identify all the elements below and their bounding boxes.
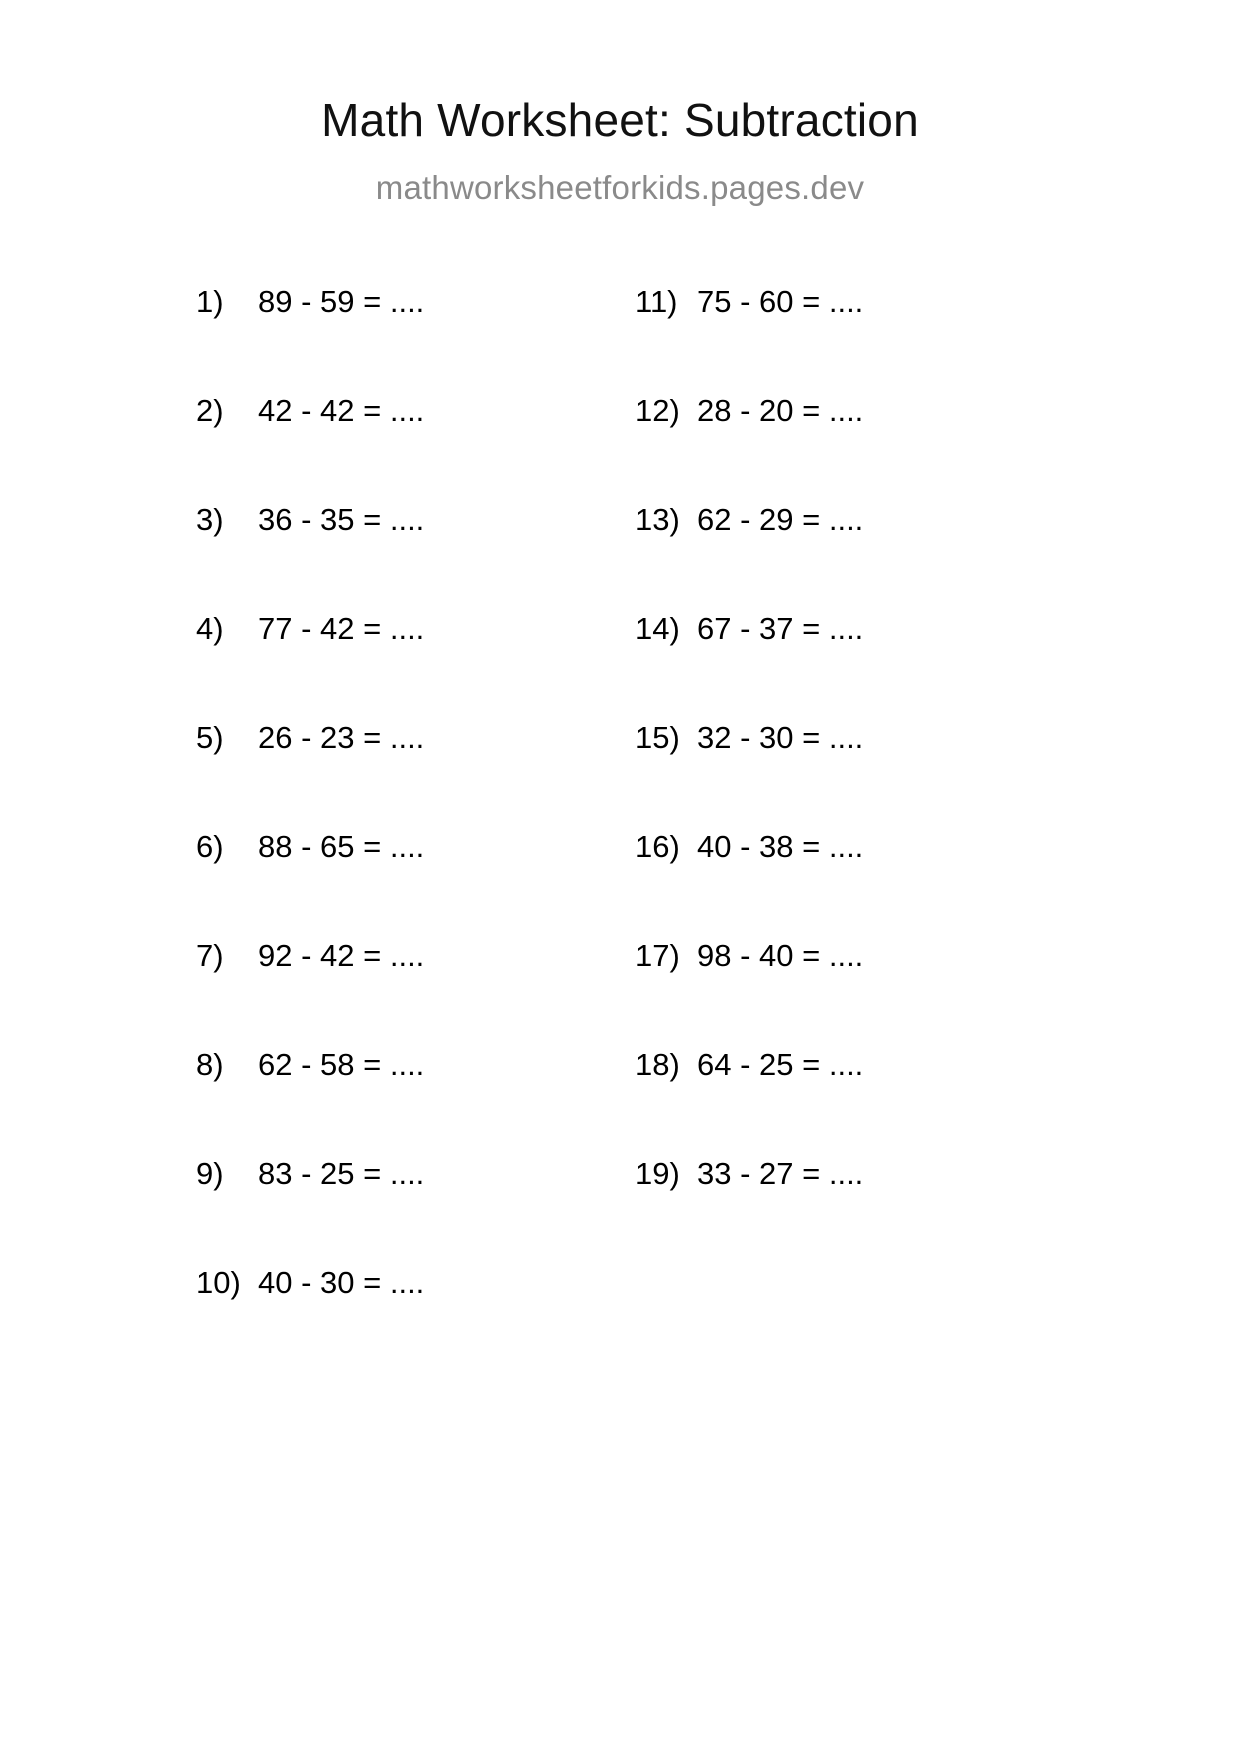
problem-item [635, 831, 1000, 940]
problem-expression: 36 - 35 = .... [258, 502, 425, 537]
problem-number: 4) [196, 611, 224, 646]
problem-item [196, 1049, 500, 1158]
problem-item [196, 940, 500, 1049]
problem-item [196, 1267, 500, 1376]
problem-number: 10) [196, 1265, 241, 1300]
problem-number: 11) [635, 284, 678, 319]
problem-item [635, 613, 1000, 722]
problem-item [635, 722, 1000, 831]
problem-expression: 98 - 40 = .... [697, 938, 864, 973]
problem-expression: 26 - 23 = .... [258, 720, 425, 755]
problem-expression: 75 - 60 = .... [697, 284, 864, 319]
problem-item [196, 1158, 500, 1267]
problem-number: 13) [635, 502, 680, 537]
problem-expression: 40 - 30 = .... [258, 1265, 425, 1300]
problem-item [635, 504, 1000, 613]
problem-expression: 42 - 42 = .... [258, 393, 425, 428]
problem-item [196, 722, 500, 831]
problem-column-right [500, 286, 1000, 1376]
problem-number: 1) [196, 284, 224, 319]
problem-number: 12) [635, 393, 680, 428]
problem-number: 7) [196, 938, 224, 973]
site-url-subtitle: mathworksheetforkids.pages.dev [375, 169, 865, 206]
problem-expression: 89 - 59 = .... [258, 284, 425, 319]
problem-item [196, 286, 500, 395]
problem-item [635, 940, 1000, 1049]
problem-item [196, 504, 500, 613]
problem-number: 5) [196, 720, 224, 755]
problem-number: 14) [635, 611, 680, 646]
problem-item [635, 1158, 1000, 1267]
page-title: Math Worksheet: Subtraction [321, 94, 919, 146]
problem-expression: 92 - 42 = .... [258, 938, 425, 973]
problem-expression: 77 - 42 = .... [258, 611, 425, 646]
problem-expression: 33 - 27 = .... [697, 1156, 864, 1191]
problem-number: 2) [196, 393, 224, 428]
problem-expression: 67 - 37 = .... [697, 611, 864, 646]
problem-number: 3) [196, 502, 224, 537]
problem-expression: 40 - 38 = .... [697, 829, 864, 864]
problem-item [196, 613, 500, 722]
problem-expression: 64 - 25 = .... [697, 1047, 864, 1082]
problem-item [635, 286, 1000, 395]
problem-item [196, 831, 500, 940]
problem-number: 19) [635, 1156, 680, 1191]
problem-number: 15) [635, 720, 680, 755]
problem-item [635, 1049, 1000, 1158]
problem-item [196, 395, 500, 504]
problem-item [635, 395, 1000, 504]
problem-expression: 28 - 20 = .... [697, 393, 864, 428]
problem-expression: 62 - 29 = .... [697, 502, 864, 537]
problem-expression: 32 - 30 = .... [697, 720, 864, 755]
problem-number: 16) [635, 829, 680, 864]
problem-number: 9) [196, 1156, 224, 1191]
problem-number: 18) [635, 1047, 680, 1082]
problem-column-left [0, 286, 500, 1376]
problem-expression: 88 - 65 = .... [258, 829, 425, 864]
problem-columns [0, 286, 1240, 1376]
problem-number: 6) [196, 829, 224, 864]
problem-number: 17) [635, 938, 680, 973]
problem-number: 8) [196, 1047, 224, 1082]
problem-expression: 83 - 25 = .... [258, 1156, 425, 1191]
problem-expression: 62 - 58 = .... [258, 1047, 425, 1082]
